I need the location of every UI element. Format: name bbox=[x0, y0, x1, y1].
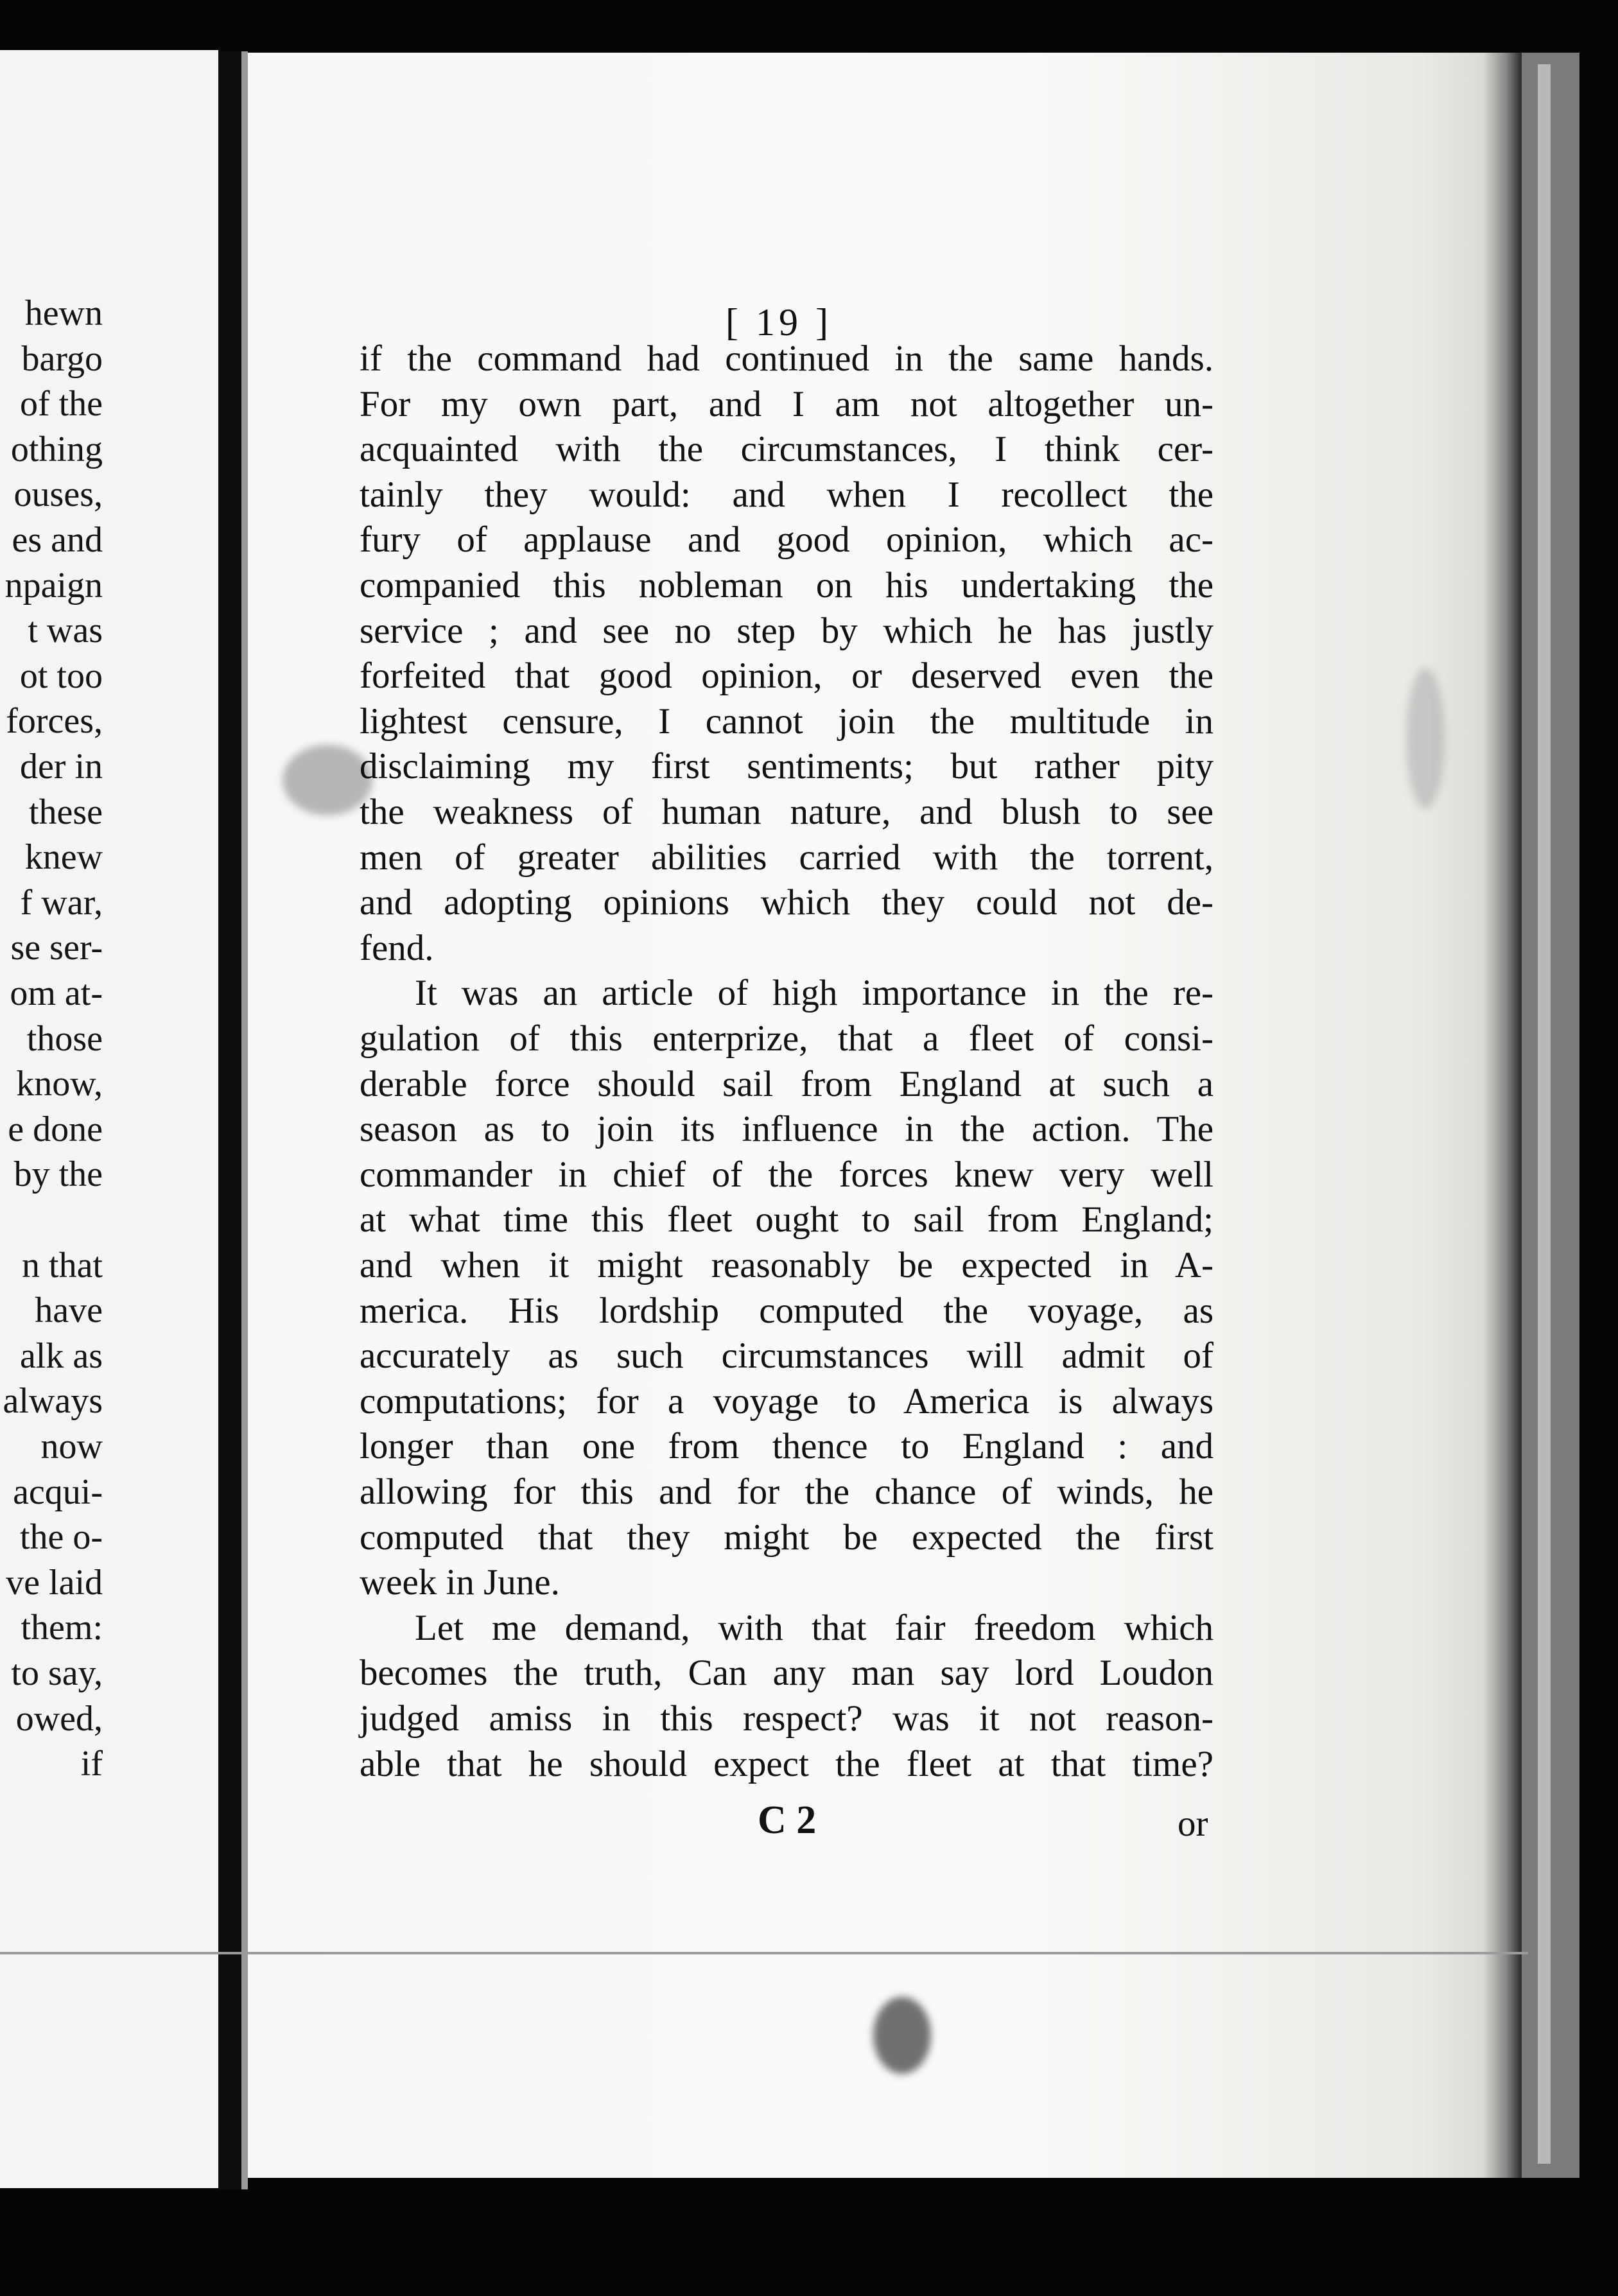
text-line: longer than one from thence to England : and bbox=[360, 1426, 1214, 1467]
scan-bottom-rule bbox=[0, 1952, 1528, 1954]
right-scan-margin-inner bbox=[1538, 64, 1551, 2164]
left-page-fragment bbox=[0, 50, 218, 2188]
left-page-line: now bbox=[40, 1427, 103, 1466]
left-page-line: them: bbox=[21, 1608, 103, 1648]
left-page-line: by the bbox=[13, 1154, 103, 1195]
text-line: commander in chief of the forces knew very well bbox=[360, 1154, 1214, 1195]
text-line: disclaiming my first sentiments; but rather pity bbox=[360, 746, 1214, 787]
left-page-line: ouses, bbox=[13, 474, 103, 515]
text-line: if the command had continued in the same hands. bbox=[360, 338, 1214, 379]
text-line: week in June. bbox=[360, 1562, 560, 1603]
ink-smudge bbox=[873, 1997, 931, 2074]
text-line: fend. bbox=[360, 927, 434, 968]
left-page-line: e done bbox=[8, 1109, 103, 1149]
text-line: acquainted with the circumstances, I think cer- bbox=[360, 429, 1214, 470]
text-line: It was an article of high importance in the re- bbox=[415, 973, 1214, 1014]
left-page-line: npaign bbox=[4, 565, 103, 605]
text-line: companied this nobleman on his undertaking the bbox=[360, 565, 1214, 605]
left-page-line: der in bbox=[19, 747, 103, 787]
left-page-line: hewn bbox=[24, 293, 103, 333]
left-page-line: of the bbox=[19, 384, 103, 424]
text-line: computations; for a voyage to America is always bbox=[360, 1380, 1214, 1422]
text-line: and adopting opinions which they could not de- bbox=[360, 882, 1214, 923]
text-line: gulation of this enterprize, that a fleet of consi- bbox=[360, 1018, 1214, 1059]
left-page-line: owed, bbox=[15, 1698, 103, 1739]
left-page-line: n that bbox=[22, 1245, 103, 1285]
text-line: service ; and see no step by which he has justly bbox=[360, 610, 1214, 651]
book-gutter bbox=[218, 51, 241, 2189]
left-page-line: acqui- bbox=[13, 1472, 103, 1512]
left-page-line: f war, bbox=[20, 882, 103, 923]
catchword: or bbox=[1178, 1804, 1208, 1844]
text-line: men of greater abilities carried with the torrent, bbox=[360, 837, 1214, 878]
left-page-line: ve laid bbox=[6, 1562, 103, 1603]
text-line: allowing for this and for the chance of winds, he bbox=[360, 1472, 1214, 1512]
left-page-line: these bbox=[28, 792, 103, 832]
left-page-line: to say, bbox=[11, 1653, 103, 1693]
text-line: Let me demand, with that fair freedom which bbox=[415, 1607, 1214, 1648]
ink-smudge bbox=[1406, 668, 1445, 809]
ink-smudge bbox=[283, 745, 372, 815]
text-line: able that he should expect the fleet at that time? bbox=[360, 1743, 1214, 1784]
text-line: the weakness of human nature, and blush to see bbox=[360, 792, 1214, 832]
text-line: becomes the truth, Can any man say lord Loudon bbox=[360, 1653, 1214, 1694]
left-page-line: bargo bbox=[21, 338, 103, 379]
left-page-line: om at- bbox=[10, 973, 103, 1013]
text-line: season as to join its influence in the action. The bbox=[360, 1109, 1214, 1150]
signature-mark: C 2 bbox=[758, 1798, 817, 1842]
page-number-header: [ 19 ] bbox=[726, 301, 832, 344]
left-page-line: if bbox=[80, 1744, 103, 1784]
text-line: fury of applause and good opinion, which ac- bbox=[360, 519, 1214, 561]
left-page-line: t was bbox=[28, 611, 103, 651]
text-line: accurately as such circumstances will admit of bbox=[360, 1335, 1214, 1377]
text-line: forfeited that good opinion, or deserved even the bbox=[360, 656, 1214, 697]
text-line: merica. His lordship computed the voyage, as bbox=[360, 1290, 1214, 1331]
text-line: lightest censure, I cannot join the multitude in bbox=[360, 700, 1214, 742]
left-page-line: knew bbox=[24, 837, 103, 878]
left-page-line: know, bbox=[16, 1064, 103, 1104]
text-line: For my own part, and I am not altogether un- bbox=[360, 383, 1214, 424]
page-edge-shadow bbox=[1483, 53, 1522, 2178]
text-line: computed that they might be expected the first bbox=[360, 1517, 1214, 1558]
text-line: at what time this fleet ought to sail from England; bbox=[360, 1199, 1214, 1240]
gutter-edge bbox=[241, 51, 248, 2189]
left-page-line: forces, bbox=[6, 701, 103, 742]
left-page-line: ot too bbox=[19, 656, 103, 696]
left-page-line: those bbox=[26, 1018, 103, 1059]
left-page-line: othing bbox=[10, 429, 103, 469]
text-line: and when it might reasonably be expected in A- bbox=[360, 1245, 1214, 1285]
right-scan-margin bbox=[1522, 53, 1579, 2178]
left-page-line: alk as bbox=[19, 1335, 103, 1376]
left-page-line: always bbox=[3, 1381, 103, 1422]
text-line: tainly they would: and when I recollect the bbox=[360, 474, 1214, 515]
left-page-line: the o- bbox=[19, 1517, 103, 1558]
left-page-line: have bbox=[35, 1291, 103, 1331]
text-line: derable force should sail from England at such a bbox=[360, 1063, 1214, 1104]
left-page-line: se ser- bbox=[10, 928, 103, 968]
left-page-line: es and bbox=[12, 520, 103, 560]
text-line: judged amiss in this respect? was it not reason- bbox=[360, 1698, 1214, 1739]
